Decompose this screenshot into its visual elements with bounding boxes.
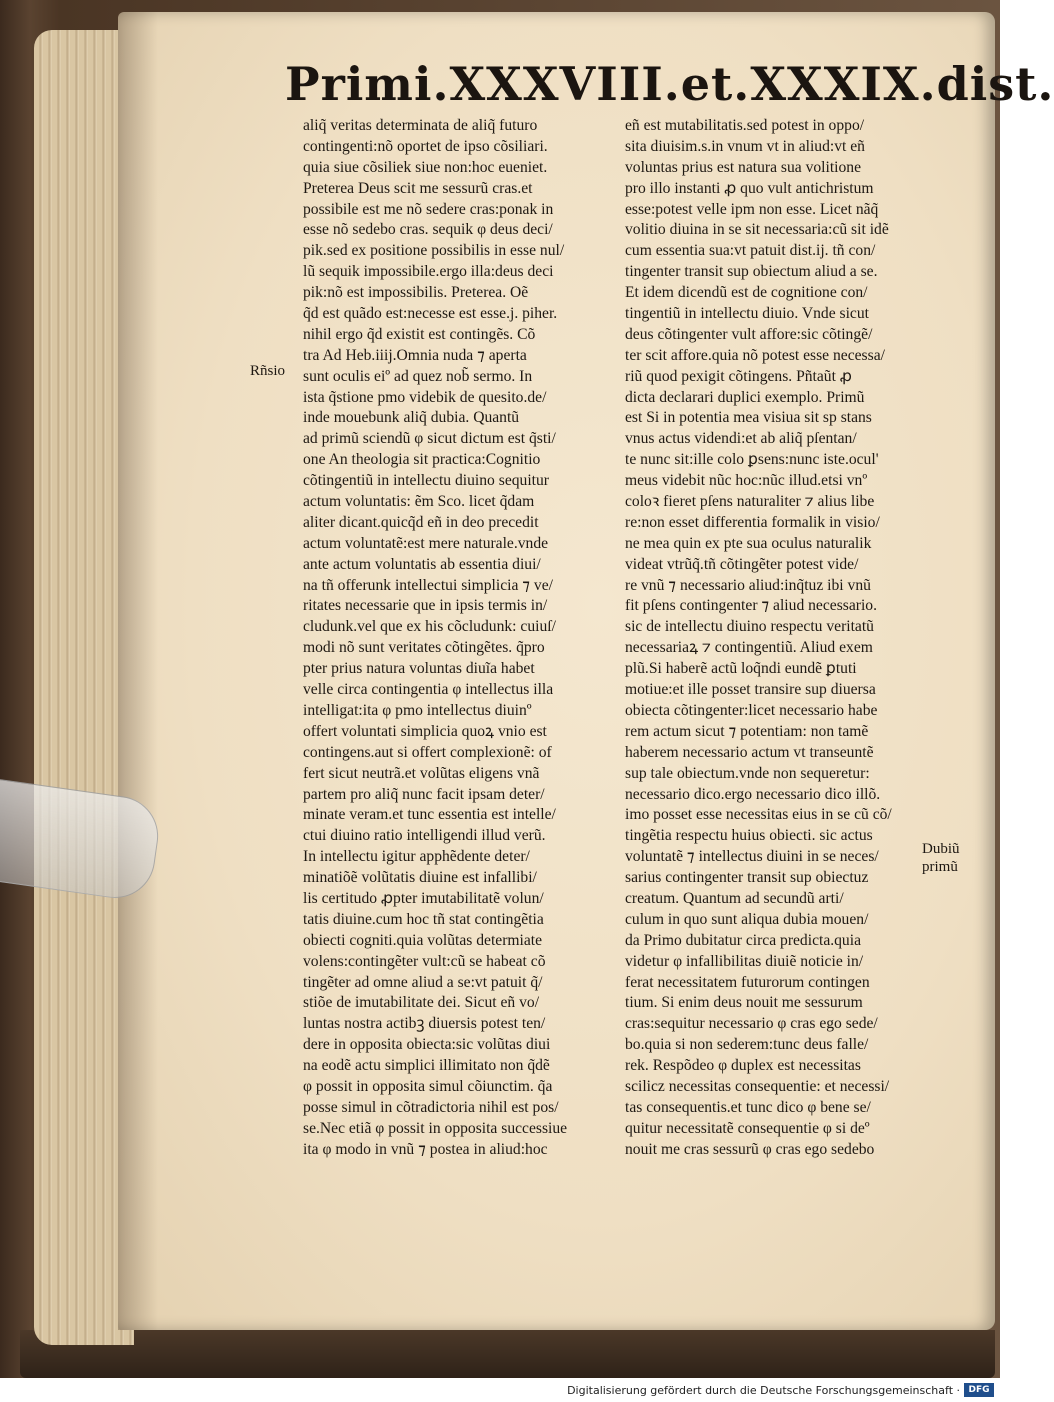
text-line: videtur φ infallibilitas diuiẽ noticie in/ bbox=[625, 952, 864, 970]
text-line: tingentiũ in intellectu diuio. Vnde sicut bbox=[625, 305, 869, 323]
text-line: necessario dico.ergo necessario dico illõ. bbox=[625, 785, 881, 803]
text-line: vnus actus videndi:et ab aliq̃ pſentan/ bbox=[625, 430, 857, 448]
text-column-right bbox=[625, 116, 927, 1161]
text-line: luntas nostra actibꝫ diuersis potest ten/ bbox=[303, 1015, 546, 1033]
text-line: pik.sed ex positione possibilis in esse nul/ bbox=[303, 242, 565, 260]
text-line: dicta declarari duplici exemplo. Primũ bbox=[625, 388, 865, 406]
text-line: riũ quod pexigit cõtingens. Pñtaũt ꝓ bbox=[625, 367, 852, 385]
text-line: partem pro aliq̃ nunc facit ipsam deter/ bbox=[303, 785, 545, 803]
text-line: cras:sequitur necessario φ cras ego sede/ bbox=[625, 1015, 878, 1033]
text-line: voluntatẽ ⁊ intellectus diuini in se neces/ bbox=[625, 848, 879, 866]
text-line: deus cõtingenter vult affore:sic cõtingẽ/ bbox=[625, 325, 873, 343]
text-line: videat vtrũq̃.tñ cõtingẽter potest vide/ bbox=[625, 555, 859, 573]
text-line: cum essentia sua:vt patuit dist.ij. tñ con/ bbox=[625, 242, 876, 260]
dfg-logo: DFG bbox=[964, 1383, 994, 1397]
text-line: na tñ offerunk intellectui simplicia ⁊ ve/ bbox=[303, 576, 553, 594]
text-line: pik:nõ est impossibilis. Preterea. Oẽ bbox=[303, 284, 529, 302]
text-line: sup tale obiectum.vnde non sequeretur: bbox=[625, 764, 870, 782]
text-line: tium. Si enim deus nouit me sessurum bbox=[625, 994, 863, 1012]
text-line: imo posset esse necessitas eius in se cũ cõ/ bbox=[625, 806, 892, 824]
text-line: volens:contingẽter vult:cũ se habeat cõ bbox=[303, 952, 546, 970]
text-line: esse nõ sedebo cras. sequik φ deus deci/ bbox=[303, 221, 553, 239]
text-line: minate veram.et tunc essentia est intelle/ bbox=[303, 806, 556, 824]
text-line: velle circa contingentia φ intellectus illa bbox=[303, 681, 554, 699]
text-line: sarius contingenter transit sup obiectuz bbox=[625, 869, 869, 887]
text-line: na eodẽ actu simplici illimitato non q̃dẽ bbox=[303, 1057, 550, 1075]
text-line: da Primo dubitatur circa predicta.quia bbox=[625, 931, 861, 949]
text-line: ista q̃stione pmo videbik de quesito.de/ bbox=[303, 388, 547, 406]
text-line: posse simul in cõtradictoria nihil est pos/ bbox=[303, 1098, 559, 1116]
text-line: volitio diuina in se sit necessaria:cũ sit idẽ bbox=[625, 221, 889, 239]
margin-note-dubium: Dubiũ bbox=[922, 841, 960, 857]
running-header: Primi.XXXVIII.et.XXXIX.dist. bbox=[285, 57, 1054, 111]
text-line: obiecti cogniti.quia volũtas determiate bbox=[303, 931, 543, 949]
text-line: modi nõ sunt veritates cõtingẽtes. q̃pro bbox=[303, 639, 545, 657]
text-line: scilicz necessitas consequentie: et necessi/ bbox=[625, 1077, 890, 1095]
text-line: cõtingentiũ in intellectu diuino sequitur bbox=[303, 472, 549, 490]
text-line: eñ est mutabilitatis.sed potest in oppo/ bbox=[625, 117, 865, 134]
text-line: te nunc sit:ille colo ꝑsens:nunc iste.ocul' bbox=[625, 451, 879, 469]
text-line: stiõe de imutabilitate dei. Sicut eñ vo/ bbox=[303, 994, 540, 1012]
text-line: obiecta cõtingenter:licet necessario habe bbox=[625, 701, 878, 719]
text-line: lũ sequik impossibile.ergo illa:deus deci bbox=[303, 263, 554, 281]
text-line: ante actum voluntatis ab essentia diui/ bbox=[303, 555, 541, 573]
text-line: quia siue cõsiliek siue non:hoc eueniet. bbox=[303, 158, 548, 176]
text-line: one An theologia sit practica:Cognitio bbox=[303, 451, 541, 469]
text-line: tingenter transit sup obiectum aliud a se. bbox=[625, 263, 878, 281]
text-line: fert sicut neutrã.et volũtas eligens vnã bbox=[303, 764, 540, 782]
text-line: plũ.Si haberẽ actũ loq̃ndi eundẽ ꝑtuti bbox=[625, 660, 857, 678]
text-line: sunt oculis eiº ad quez nob̃ sermo. In bbox=[303, 367, 533, 385]
text-line: rek. Respõdeo φ duplex est necessitas bbox=[625, 1057, 861, 1075]
text-line: haberem necessario actum vt transeuntẽ bbox=[625, 743, 874, 761]
text-line: dere in opposita obiecta:sic volũtas diui bbox=[303, 1036, 551, 1054]
text-line: aliq̃ veritas determinata de aliq̃ futuro bbox=[303, 117, 538, 134]
text-line: intelligat:ita φ pmo intellectus diuinº bbox=[303, 701, 532, 719]
text-line: sic de intellectu diuino respectu veritatũ bbox=[625, 618, 874, 636]
text-line: lis certitudo ꝓpter imutabilitatẽ volun/ bbox=[303, 889, 544, 907]
text-line: tatis diuine.cum hoc tñ stat contingẽtia bbox=[303, 910, 544, 928]
text-line: contingenti:nõ oportet de ipso cõsiliari. bbox=[303, 137, 548, 155]
text-line: coloꝛ fieret pſens naturaliter ⁊ alius libe bbox=[625, 493, 875, 511]
text-line: offert voluntati simplicia quoꝝ vnio est bbox=[303, 722, 547, 740]
text-line: Preterea Deus scit me sessurũ cras.et bbox=[303, 179, 533, 197]
text-line: Et idem dicendũ est de cognitione con/ bbox=[625, 284, 868, 302]
text-line: nouit me cras sessurũ φ cras ego sedebo bbox=[625, 1140, 875, 1158]
text-line: aliter dicant.quicq̃d eñ in deo precedit bbox=[303, 513, 539, 531]
text-line: meus videbit nũc hoc:nũc illud.etsi vnº bbox=[625, 472, 868, 490]
text-line: q̃d est quãdo est:necesse est esse.j. piher. bbox=[303, 305, 558, 323]
text-line: possibile est me nõ sedere cras:ponak in bbox=[303, 200, 554, 218]
text-line: motiue:et ille posset transire sup diuersa bbox=[625, 681, 876, 699]
text-line: tingẽter ad omne aliud a se:vt patuit q̃/ bbox=[303, 973, 543, 991]
text-line: actum voluntatẽ:est mere naturale.vnde bbox=[303, 534, 549, 552]
text-line: ne mea quin ex pte sua oculus naturalik bbox=[625, 534, 872, 552]
text-column-left bbox=[303, 116, 611, 1161]
text-line: cludunk.vel que ex his cõcludunk: cuiuſ/ bbox=[303, 618, 556, 636]
text-line: se.Nec etiã φ possit in opposita successiue bbox=[303, 1119, 568, 1137]
text-line: sita diuisim.s.in vnum vt in aliud:vt eñ bbox=[625, 137, 865, 155]
text-line: pro illo instanti ꝓ quo vult antichristum bbox=[625, 179, 874, 197]
text-line: est Si in potentia mea visiua sit sp stans bbox=[625, 409, 872, 427]
text-line: actum voluntatis: ẽm Sco. licet q̃dam bbox=[303, 493, 535, 511]
text-line: culum in quo sunt aliqua dubia mouen/ bbox=[625, 910, 869, 928]
text-line: rem actum sicut ⁊ potentiam: non tamẽ bbox=[625, 722, 869, 740]
text-line: pter prius natura voluntas diuĩa habet bbox=[303, 660, 535, 678]
text-line: fit pſens contingenter ⁊ aliud necessario. bbox=[625, 597, 877, 615]
text-line: tas consequentis.et tunc dico φ bene se/ bbox=[625, 1098, 871, 1116]
text-line: φ possit in opposita simul cõiunctim. q̃a bbox=[303, 1077, 553, 1095]
text-line: tingẽtia respectu huius obiecti. sic actus bbox=[625, 827, 873, 845]
text-line: re:non esset differentia formalik in visio/ bbox=[625, 513, 880, 531]
text-line: esse:potest velle ipm non esse. Licet nãq̃ bbox=[625, 200, 879, 218]
text-line: re vnũ ⁊ necessario aliud:inq̃tuz ibi vnũ bbox=[625, 576, 871, 594]
margin-note-primum: primũ bbox=[922, 859, 958, 875]
text-line: ter scit affore.quia nõ potest esse necessa/ bbox=[625, 346, 885, 364]
gutter-shadow bbox=[118, 12, 158, 1330]
text-line: creatum. Quantum ad secundũ arti/ bbox=[625, 889, 844, 907]
text-line: quitur necessitatẽ consequentie φ si deº bbox=[625, 1119, 870, 1137]
text-line: ritates necessarie que in ipsis termis in/ bbox=[303, 597, 548, 615]
text-line: ad primũ sciendũ φ sicut dictum est q̃sti/ bbox=[303, 430, 556, 448]
text-line: necessariaꝝ ⁊ contingentiũ. Aliud exem bbox=[625, 639, 873, 657]
margin-note-dubium-primum bbox=[922, 840, 960, 876]
margin-note-responsio: Rñsio bbox=[250, 363, 286, 379]
text-line: minatiõẽ volũtatis diuine est infallibi/ bbox=[303, 869, 537, 887]
text-line: In intellectu igitur apphẽdente deter/ bbox=[303, 848, 530, 866]
text-line: tra Ad Heb.iiij.Omnia nuda ⁊ aperta bbox=[303, 346, 527, 364]
text-line: ctui diuino ratio intelligendi illud verũ. bbox=[303, 827, 546, 845]
text-line: nihil ergo q̃d existit est contingẽs. Cõ bbox=[303, 325, 536, 343]
text-line: ita φ modo in vnũ ⁊ postea in aliud:hoc bbox=[303, 1140, 548, 1158]
text-line: voluntas prius est natura sua volitione bbox=[625, 158, 862, 176]
digitization-credit: Digitalisierung gefördert durch die Deutsche Forschungsgemeinschaft · bbox=[567, 1384, 960, 1397]
text-line: contingens.aut si offert complexionẽ: of bbox=[303, 743, 552, 761]
book-cover-bottom-edge bbox=[20, 1330, 995, 1378]
text-line: inde mouebunk aliq̃ dubia. Quantũ bbox=[303, 409, 520, 427]
text-line: ferat necessitatem futurorum contingen bbox=[625, 973, 870, 991]
text-line: bo.quia si non sederem:tunc deus falle/ bbox=[625, 1036, 869, 1054]
